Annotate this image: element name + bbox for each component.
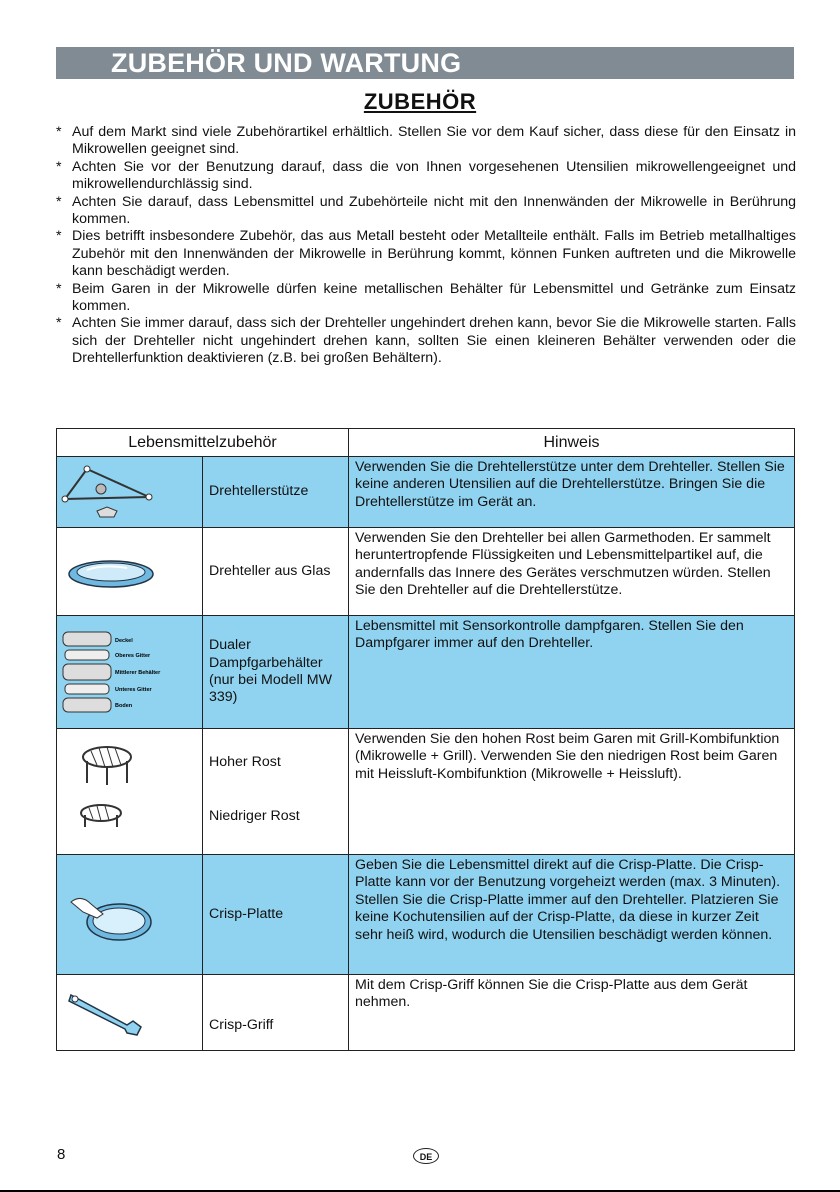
accessory-note: Verwenden Sie den hohen Rost beim Garen mit Grill-Kombifunktion (Mikrowelle + Grill). Verwenden Sie den niedrigen Rost beim Garen mit Heissluft-Kombifunktion (Mikrowelle + Heissluft).: [349, 729, 795, 855]
crisp-handle-icon: [57, 975, 203, 1051]
table-row: [57, 975, 795, 1051]
turntable-support-icon: [57, 457, 203, 528]
high-rack-icon: [57, 729, 202, 789]
table-row: [57, 729, 795, 855]
accessory-name: Drehteller aus Glas: [209, 562, 331, 579]
table-header-row: [57, 429, 795, 457]
list-item: * Auf dem Markt sind viele Zubehörartikel erhältlich. Stellen Sie vor dem Kauf sicher, dass diese für den Einsatz in Mikrowellen geeignet sind.: [56, 124, 796, 158]
list-item: * Achten Sie immer darauf, dass sich der Drehteller ungehindert drehen kann, bevor Sie die Mikrowelle starten. Falls sich der Drehteller nicht ungehindert drehen kann, sollten Sie einen kleineren Behälter verwenden oder die Drehtellerfunktion deaktivieren (z.B. bei großen Behältern).: [56, 315, 796, 367]
accessory-name: Crisp-Griff: [209, 1016, 274, 1033]
table-row: [57, 457, 795, 528]
accessory-name: Hoher Rost: [209, 754, 281, 770]
accessory-note: Verwenden Sie die Drehtellerstütze unter dem Drehteller. Stellen Sie keine anderen Utensilien auf die Drehtellerstütze. Bringen Sie die Drehtellerstütze im Gerät an.: [349, 457, 795, 528]
accessory-table: [56, 428, 795, 1051]
accessory-name: Dualer Dampfgarbehälter (nur bei Modell MW 339): [209, 637, 332, 706]
part-label: Unteres Gitter: [115, 687, 152, 693]
list-item: * Dies betrifft insbesondere Zubehör, das aus Metall besteht oder Metallteile enthält. Falls im Betrieb metallhaltiges Zubehör mit den Innenwänden der Mikrowelle in Berührung kommt, können Funken auftreten und die Mikrowelle kann beschädigt werden.: [56, 228, 796, 280]
part-label: Deckel: [115, 638, 133, 644]
accessory-name: Crisp-Platte: [209, 905, 284, 922]
accessory-name: Drehtellerstütze: [209, 483, 309, 500]
section-subtitle: ZUBEHÖR: [363, 89, 477, 114]
table-row: [57, 855, 795, 975]
part-label: Oberes Gitter: [115, 653, 151, 659]
accessory-name: Niedriger Rost: [209, 808, 300, 825]
steamer-icon: [57, 616, 203, 729]
notes-list: [56, 124, 796, 368]
table-row: [57, 528, 795, 616]
page-number: 8: [57, 1146, 66, 1163]
list-item: * Beim Garen in der Mikrowelle dürfen keine metallischen Behälter für Lebensmittel und Getränke zum Einsatz kommen.: [56, 280, 796, 315]
accessory-note: Mit dem Crisp-Griff können Sie die Crisp-Platte aus dem Gerät nehmen.: [349, 975, 795, 1051]
header-note: Hinweis: [349, 429, 795, 457]
header-item: Lebensmittelzubehör: [57, 429, 349, 457]
accessory-note: Lebensmittel mit Sensorkontrolle dampfgaren. Stellen Sie den Dampfgarer immer auf den Drehteller.: [349, 616, 795, 729]
list-item: * Achten Sie vor der Benutzung darauf, dass die von Ihnen vorgesehenen Utensilien mikrowellengeeignet und mikrowellendurchlässig sind.: [56, 158, 796, 193]
language-badge: DE: [413, 1148, 439, 1164]
low-rack-icon: [57, 789, 202, 835]
part-label: Mittlerer Behälter: [115, 670, 161, 676]
section-banner: ZUBEHÖR UND WARTUNG: [56, 47, 794, 79]
crisp-plate-icon: [57, 855, 203, 975]
list-item: * Achten Sie darauf, dass Lebensmittel und Zubehörteile nicht mit den Innenwänden der Mikrowelle in Berührung kommen.: [56, 193, 796, 228]
accessory-note: Verwenden Sie den Drehteller bei allen Garmethoden. Er sammelt heruntertropfende Flüssigkeiten und Lebensmittelpartikel auf, die andernfalls das Innere des Gerätes verschmutzen würden. Stellen Sie den Drehteller auf die Drehtellerstütze.: [349, 528, 795, 616]
part-label: Boden: [115, 703, 133, 709]
table-row: [57, 616, 795, 729]
accessory-note: Geben Sie die Lebensmittel direkt auf die Crisp-Platte. Die Crisp-Platte kann vor der Benutzung vorgeheizt werden (max. 3 Minuten). Stellen Sie die Crisp-Platte immer auf den Drehteller. Platzieren Sie keine Kochutensilien auf der Crisp-Platte, da diese in kurzer Zeit sehr heiß wird, wodurch die Utensilien beschädigt werden können.: [349, 855, 795, 975]
glass-turntable-icon: [57, 528, 203, 616]
